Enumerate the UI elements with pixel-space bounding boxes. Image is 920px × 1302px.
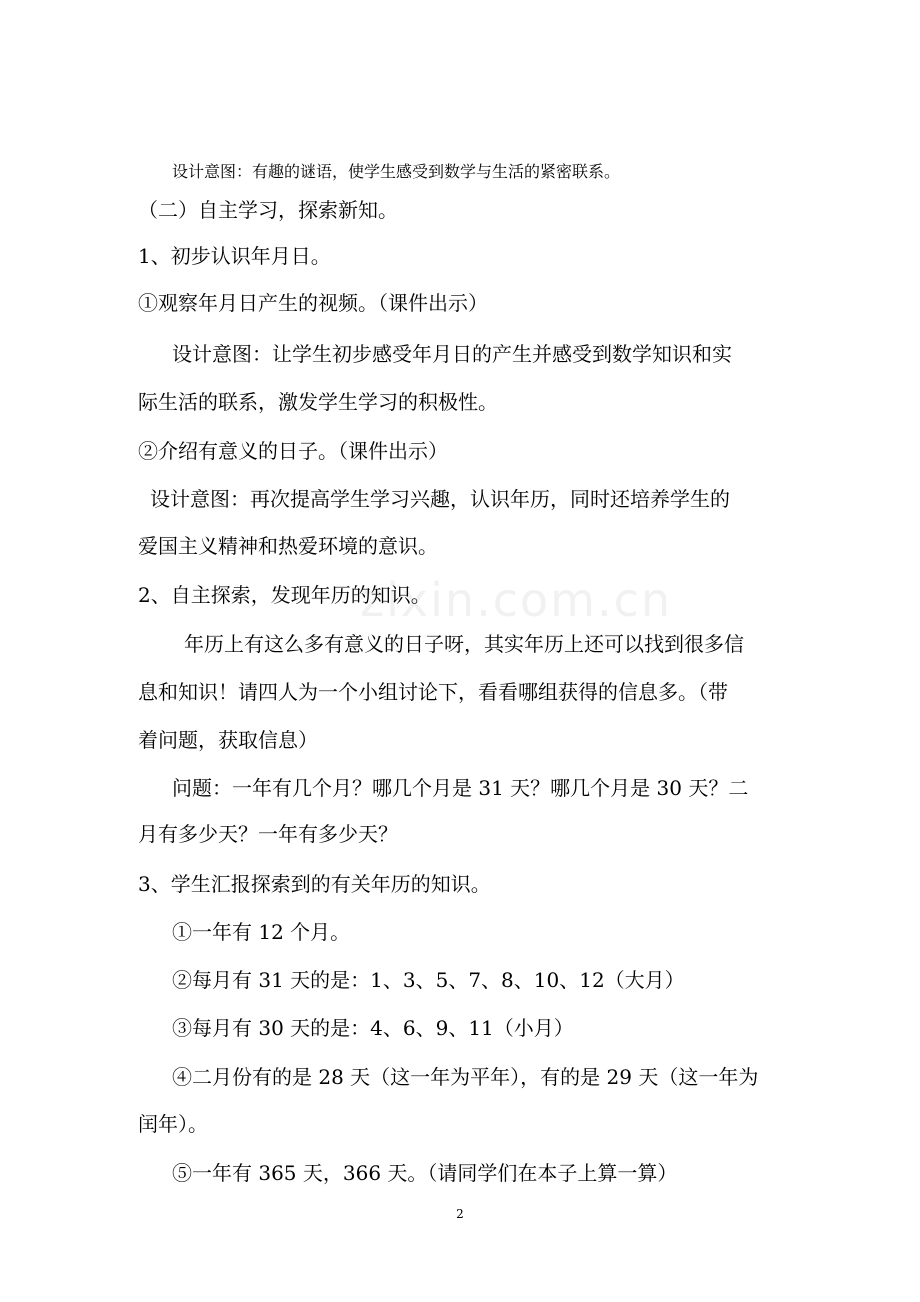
text-line: ⑤一年有 365 天，366 天。（请同学们在本子上算一算） (172, 1161, 678, 1185)
text-line: 爱国主义精神和热爱环境的意识。 (138, 534, 438, 558)
text-line: 1、初步认识年月日。 (138, 244, 331, 268)
text-line: 2、自主探索，发现年历的知识。 (138, 583, 431, 607)
text-line: 3、学生汇报探索到的有关年历的知识。 (138, 872, 491, 896)
text-line: 年历上有这么多有意义的日子呀，其实年历上还可以找到很多信 (184, 632, 744, 656)
text-line: 着问题，获取信息） (138, 728, 318, 752)
text-line: 设计意图：让学生初步感受年月日的产生并感受到数学知识和实 (172, 342, 732, 366)
text-line: 息和知识！请四人为一个小组讨论下，看看哪组获得的信息多。（带 (138, 680, 728, 704)
page-number: 2 (456, 1207, 464, 1221)
text-line: 问题：一年有几个月？哪几个月是 31 天？哪几个月是 30 天？二 (172, 776, 749, 800)
watermark: zixin.com.cn (360, 573, 673, 627)
text-line: ③每月有 30 天的是：4、6、9、11（小月） (172, 1016, 574, 1040)
text-line: 设计意图：有趣的谜语，使学生感受到数学与生活的紧密联系。 (172, 162, 621, 181)
text-line: 际生活的联系，激发学生学习的积极性。 (138, 390, 498, 414)
text-line: ④二月份有的是 28 天（这一年为平年），有的是 29 天（这一年为 (172, 1065, 759, 1089)
text-line: ②每月有 31 天的是：1、3、5、7、8、10、12（大月） (172, 968, 685, 992)
text-line: ②介绍有意义的日子。（课件出示） (138, 439, 448, 463)
text-line: 月有多少天？一年有多少天？ (138, 822, 398, 846)
text-line: ①一年有 12 个月。 (172, 920, 351, 944)
text-line: （二）自主学习，探索新知。 (138, 198, 398, 222)
text-line: 闰年）。 (138, 1112, 208, 1136)
text-line: 设计意图：再次提高学生学习兴趣，认识年历，同时还培养学生的 (150, 487, 730, 511)
text-line: ①观察年月日产生的视频。（课件出示） (138, 291, 488, 315)
